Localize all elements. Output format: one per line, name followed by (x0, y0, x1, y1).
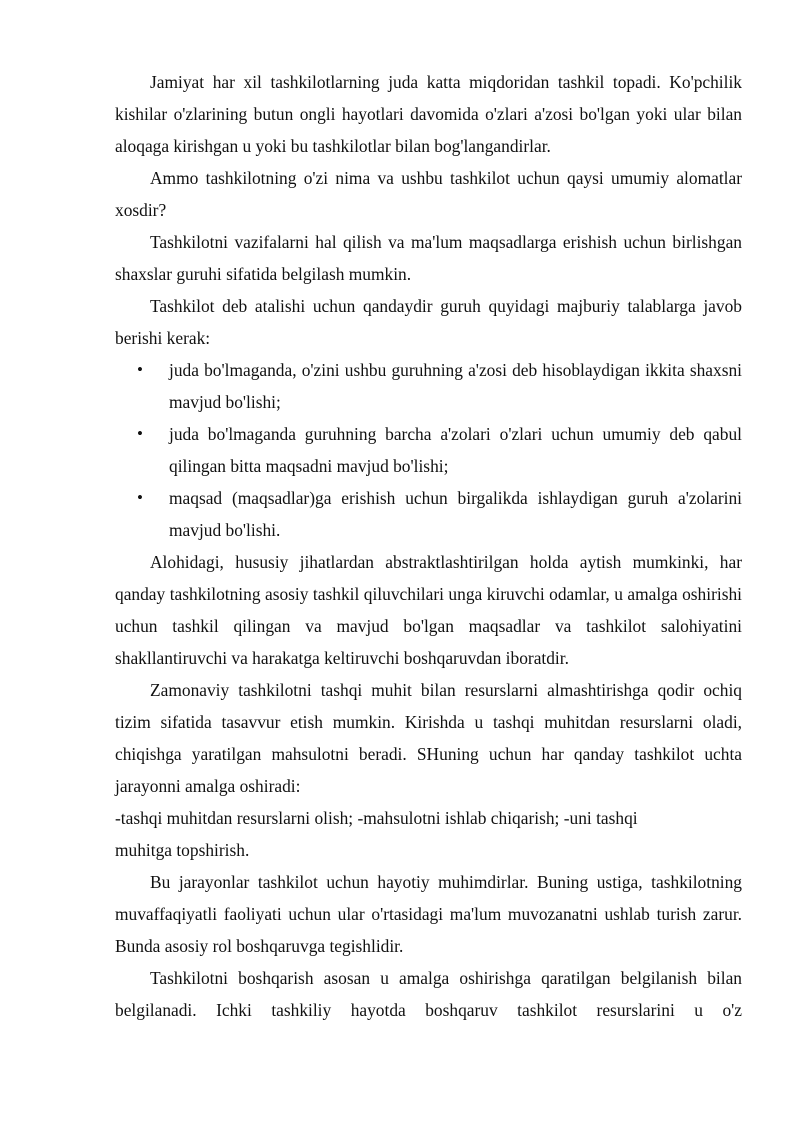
paragraph-7-line-1: -tashqi muhitdan resurslarni olish; -mahsulotni ishlab chiqarish; -uni tashqi (115, 808, 638, 828)
bullet-icon: • (137, 360, 143, 379)
list-item (135, 482, 742, 546)
bullet-icon: • (137, 488, 143, 507)
list-item-text: juda bo'lmaganda guruhning barcha a'zolari o'zlari uchun umumiy deb qabul qilingan bitta maqsadni mavjud bo'lishi; (169, 424, 742, 476)
list-item (135, 418, 742, 482)
paragraph-8: Bu jarayonlar tashkilot uchun hayotiy muhimdirlar. Buning ustiga, tashkilotning muvaffaqiyatli faoliyati uchun ular o'rtasidagi ma'lum muvozanatni ushlab turish zarur. Bunda asosiy rol boshqaruvga tegishlidir. (115, 872, 742, 956)
paragraph-5: Alohidagi, hususiy jihatlardan abstraktlashtirilgan holda aytish mumkinki, har qanday tashkilotning asosiy tashkil qiluvchilari unga kiruvchi odamlar, u amalga oshirishi uchun tashkil qilingan va mavjud bo'lgan maqsadlar va tashkilot salohiyatini shakllantiruvchi va harakatga keltiruvchi boshqaruvdan iboratdir. (115, 552, 742, 668)
list-item-text: maqsad (maqsadlar)ga erishish uchun birgalikda ishlaydigan guruh a'zolarini mavjud bo'lishi. (169, 488, 742, 540)
list-item-text: juda bo'lmaganda, o'zini ushbu guruhning a'zosi deb hisoblaydigan ikkita shaxsni mavjud bo'lishi; (169, 360, 742, 412)
paragraph-6: Zamonaviy tashkilotni tashqi muhit bilan resurslarni almashtirishga qodir ochiq tizim sifatida tasavvur etish mumkin. Kirishda u tashqi muhitdan resurslarni oladi, chiqishga yaratilgan mahsulotni beradi. SHuning uchun har qanday tashkilot uchta jarayonni amalga oshiradi: (115, 680, 742, 796)
list-item (135, 354, 742, 418)
requirements-list (115, 354, 742, 546)
paragraph-9: Tashkilotni boshqarish asosan u amalga oshirishga qaratilgan belgilanish bilan belgilanadi. Ichki tashkiliy hayotda boshqaruv tashkilot resurslarini u o'z (115, 968, 742, 1020)
paragraph-3: Tashkilotni vazifalarni hal qilish va ma'lum maqsadlarga erishish uchun birlishgan shaxslar guruhi sifatida belgilash mumkin. (115, 232, 742, 284)
bullet-icon: • (137, 424, 143, 443)
paragraph-7-line-2: muhitga topshirish. (115, 840, 250, 860)
paragraph-2: Ammo tashkilotning o'zi nima va ushbu tashkilot uchun qaysi umumiy alomatlar xosdir? (115, 168, 742, 220)
paragraph-4: Tashkilot deb atalishi uchun qandaydir guruh quyidagi majburiy talablarga javob berishi kerak: (115, 296, 742, 348)
paragraph-1: Jamiyat har xil tashkilotlarning juda katta miqdoridan tashkil topadi. Ko'pchilik kishilar o'zlarining butun ongli hayotlari davomida o'zlari a'zosi bo'lgan yoki ular bilan aloqaga kirishgan u yoki bu tashkilotlar bilan bog'langandirlar. (115, 72, 742, 156)
document-page (115, 66, 742, 1026)
